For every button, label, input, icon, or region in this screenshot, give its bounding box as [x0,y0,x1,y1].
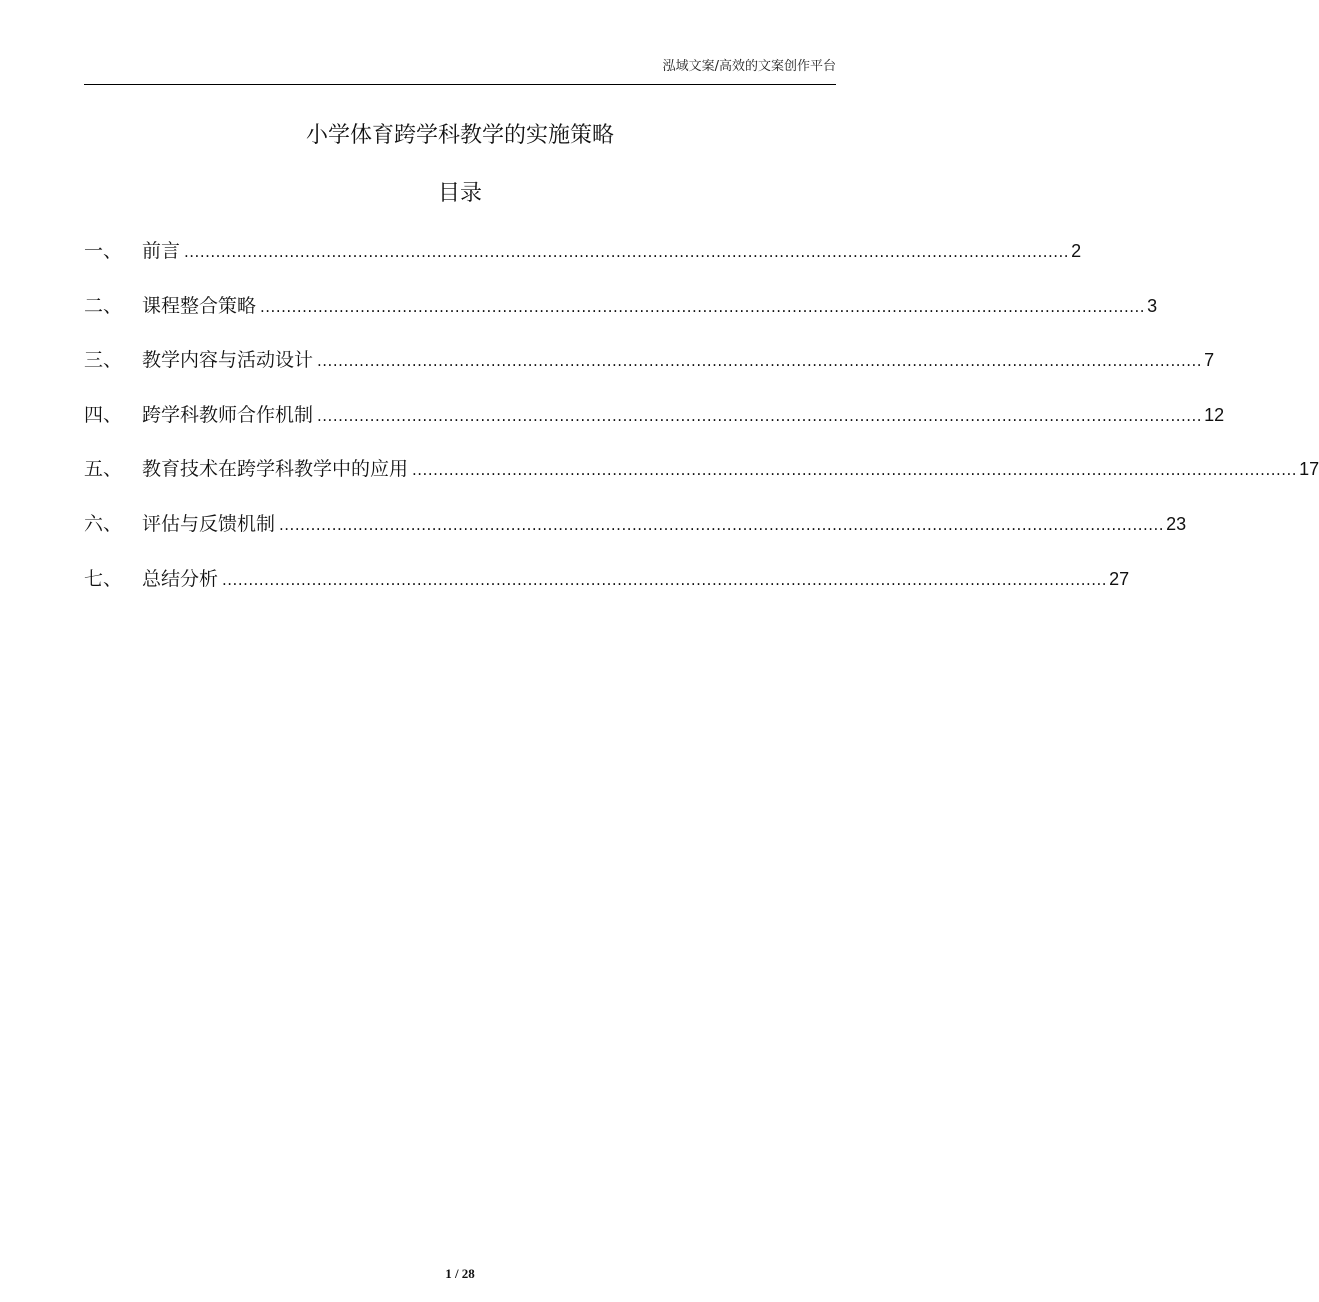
toc-heading: 目录 [437,181,482,206]
toc-dot-leader: ........................................................................................................................................................................ [184,243,1070,261]
toc-dot-leader: ........................................................................................................................................................................ [317,406,1203,425]
toc-entry-page: 17 [1299,459,1319,480]
toc-entry-number: 二、 [84,294,123,317]
toc-entry-page: 3 [1147,295,1158,316]
header-divider [84,84,836,85]
table-of-contents [84,236,1319,618]
toc-dot-leader: ........................................................................................................................................................................ [317,352,1203,371]
toc-entry-title: 跨学科教师合作机制 [142,403,314,426]
toc-entry[interactable] [84,400,1225,430]
toc-entry[interactable] [84,564,1130,594]
page-header-text: 泓域文案/高效的文案创作平台 [662,59,836,74]
toc-entry-title: 教育技术在跨学科教学中的应用 [142,458,409,481]
toc-entry-number: 三、 [84,349,123,372]
toc-entry-number: 四、 [84,403,123,426]
toc-entry-number: 六、 [84,512,123,535]
toc-entry-number: 一、 [84,240,123,262]
toc-entry[interactable] [84,291,1158,321]
page-number-indicator: 1 / 28 [445,1266,475,1281]
document-title: 小学体育跨学科教学的实施策略 [305,123,614,148]
toc-entry[interactable] [84,345,1215,375]
toc-entry-title: 前言 [142,240,181,262]
toc-entry[interactable] [84,454,1319,484]
toc-dot-leader: ........................................................................................................................................................................ [412,461,1298,480]
toc-entry-title: 评估与反馈机制 [142,512,276,535]
toc-entry-number: 五、 [84,458,123,481]
toc-entry-page: 2 [1071,241,1082,261]
toc-entry-page: 7 [1204,350,1215,371]
toc-entry[interactable] [84,236,1082,266]
toc-dot-leader: ........................................................................................................................................................................ [260,297,1146,316]
toc-entry[interactable] [84,509,1187,539]
toc-entry-title: 课程整合策略 [142,294,257,317]
toc-entry-page: 12 [1204,404,1225,425]
toc-dot-leader: ........................................................................................................................................................................ [279,515,1165,534]
toc-entry-title: 总结分析 [142,567,219,590]
toc-entry-title: 教学内容与活动设计 [142,349,314,372]
toc-entry-page: 23 [1166,513,1187,534]
toc-entry-number: 七、 [84,567,123,590]
toc-entry-page: 27 [1109,568,1130,589]
toc-dot-leader: ........................................................................................................................................................................ [222,570,1108,589]
